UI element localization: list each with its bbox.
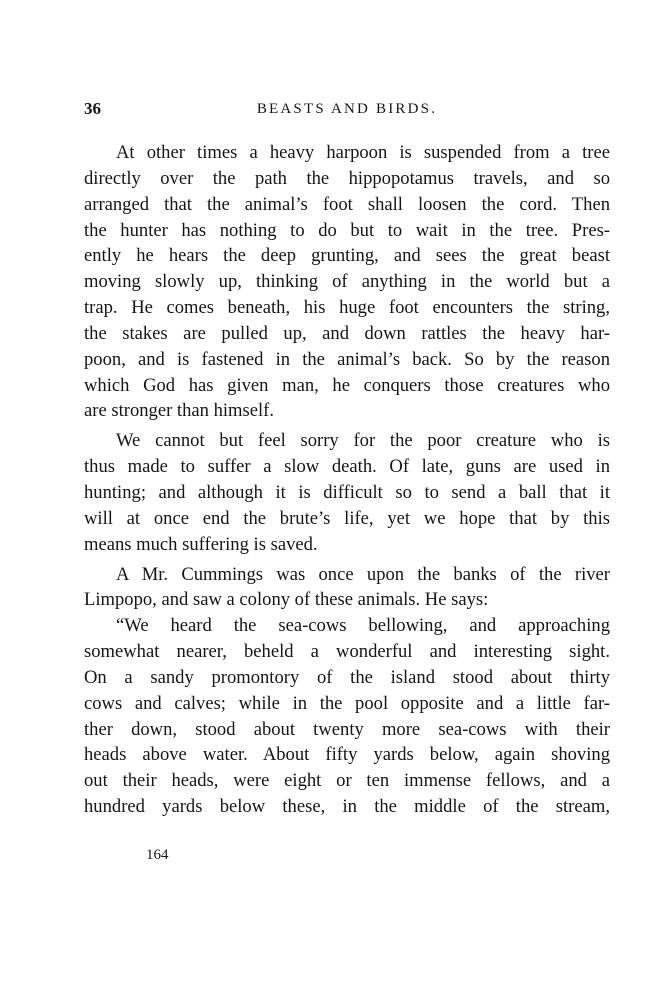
paragraph	[84, 428, 610, 557]
text-line: “We heard the sea-cows bellowing, and approaching	[116, 615, 610, 637]
text-line: trap. He comes beneath, his huge foot encounters the string,	[84, 297, 610, 319]
page-header	[84, 99, 610, 121]
text-line: hundred yards below these, in the middle of the stream,	[84, 796, 610, 818]
text-line: the stakes are pulled up, and down rattles the heavy har-	[84, 322, 610, 344]
text-line: somewhat nearer, beheld a wonderful and interesting sight.	[84, 641, 610, 663]
paragraph	[84, 562, 610, 614]
text-line: heads above water. About fifty yards below, again shoving	[84, 744, 610, 766]
text-line: the hunter has nothing to do but to wait in the tree. Pres-	[84, 219, 610, 241]
running-head: BEASTS AND BIRDS.	[256, 101, 438, 117]
text-line: At other times a heavy harpoon is suspended from a tree	[116, 142, 610, 163]
text-line: A Mr. Cummings was once upon the banks of the river	[116, 563, 610, 585]
text-line: On a sandy promontory of the island stood about thirty	[84, 666, 610, 688]
signature-mark: 164	[146, 847, 169, 863]
text-line: ently he hears the deep grunting, and sees the great beast	[84, 245, 610, 267]
paragraph	[84, 140, 610, 424]
text-line: Limpopo, and saw a colony of these animals. He says:	[84, 589, 489, 611]
text-line: thus made to suffer a slow death. Of late, guns are used in	[84, 456, 610, 478]
text-line: moving slowly up, thinking of anything in the world but a	[84, 271, 610, 293]
paragraph	[84, 613, 610, 820]
text-line: hunting; and although it is difficult so to send a ball that it	[84, 481, 610, 503]
text-line: ther down, stood about twenty more sea-cows with their	[84, 718, 610, 740]
text-line: directly over the path the hippopotamus travels, and so	[84, 167, 610, 189]
text-line: We cannot but feel sorry for the poor creature who is	[116, 430, 610, 452]
text-line: out their heads, were eight or ten immense fellows, and a	[84, 770, 610, 792]
text-line: are stronger than himself.	[84, 400, 275, 422]
text-line: arranged that the animal’s foot shall loosen the cord. Then	[84, 193, 610, 215]
text-line: means much suffering is saved.	[84, 533, 318, 555]
text-line: which God has given man, he conquers those creatures who	[84, 374, 610, 396]
text-line: poon, and is fastened in the animal’s back. So by the reason	[84, 348, 610, 370]
page-number: 36	[84, 99, 101, 118]
text-line: will at once end the brute’s life, yet we hope that by this	[84, 507, 610, 529]
body-text	[84, 140, 610, 820]
text-line: cows and calves; while in the pool opposite and a little far-	[84, 692, 610, 714]
